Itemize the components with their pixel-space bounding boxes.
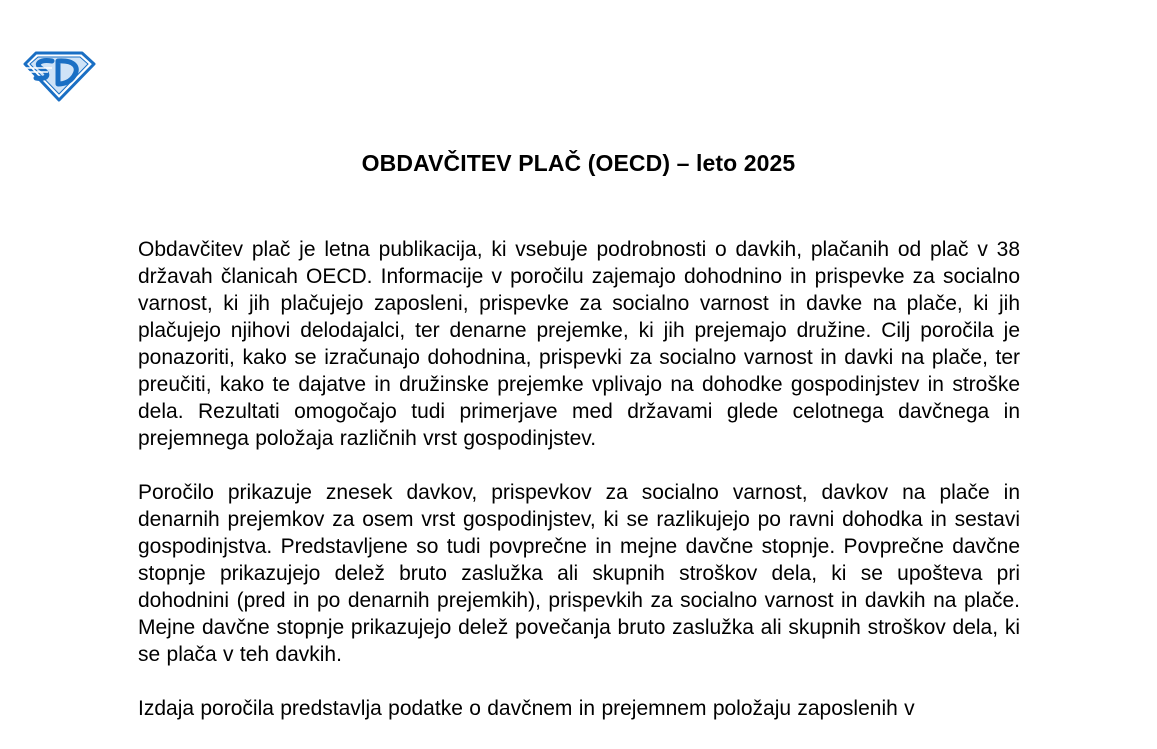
sd-logo-icon (22, 50, 96, 102)
paragraph-intro: Obdavčitev plač je letna publikacija, ki vsebuje podrobnosti o davkih, plačanih od plač v 38 državah članicah OECD. Informacije v poročilu zajemajo dohodnino in prispevke za socialno varnost, ki jih plačujejo zaposleni, prispevke za socialno varnost in davke na plače, ki jih plačujejo njihovi delodajalci, ter denarne prejemke, ki jih prejemajo družine. Cilj poročila je ponazoriti, kako se izračunajo dohodnina, prispevki za socialno varnost in davki na plače, ter preučiti, kako te dajatve in družinske prejemke vplivajo na dohodke gospodinjstev in stroške dela. Rezultati omogočajo tudi primerjave med državami glede celotnega davčnega in prejemnega položaja različnih vrst gospodinjstev. (138, 238, 1020, 450)
paragraph-report-contents: Poročilo prikazuje znesek davkov, prispevkov za socialno varnost, davkov na plače in denarnih prejemkov za osem vrst gospodinjstev, ki se razlikujejo po ravni dohodka in sestavi gospodinjstva. Predstavljene so tudi povprečne in mejne davčne stopnje. Povprečne davčne stopnje prikazujejo delež bruto zaslužka ali skupnih stroškov dela, ki se upošteva pri dohodnini (pred in po denarnih prejemkih), prispevkih za socialno varnost in davkih na plače. Mejne davčne stopnje prikazujejo delež povečanja bruto zaslužka ali skupnih stroškov dela, ki se plača v teh davkih. (138, 481, 1020, 666)
paragraph-edition: Izdaja poročila predstavlja podatke o davčnem in prejemnem položaju zaposlenih v (138, 697, 915, 720)
document-title: OBDAVČITEV PLAČ (OECD) – leto 2025 (361, 150, 796, 176)
document-body (138, 236, 1020, 749)
